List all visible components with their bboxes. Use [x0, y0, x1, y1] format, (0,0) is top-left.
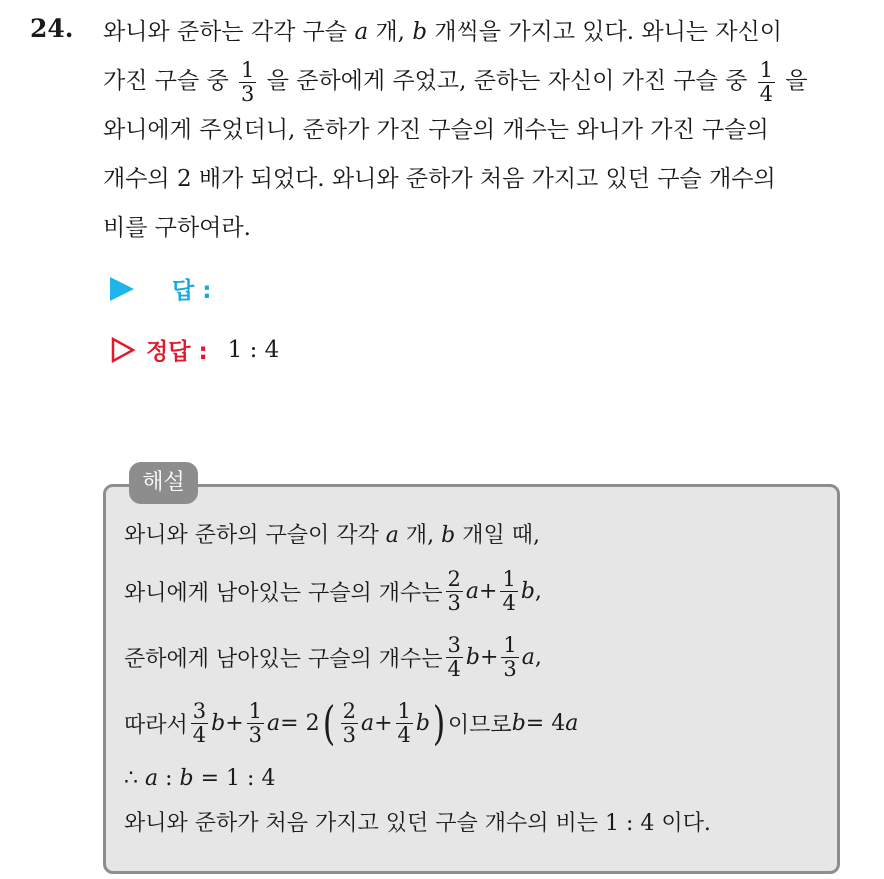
variable: a	[521, 644, 535, 670]
text-segment: 을 준하에게 주었고, 준하는 자신이 가진 구슬 중	[259, 68, 755, 94]
correct-answer-row	[110, 333, 279, 366]
variable: a	[360, 710, 375, 736]
text-segment: :	[158, 766, 180, 791]
denominator: 3	[248, 722, 263, 747]
question-line-4: 개수의 2 배가 되었다. 와니와 준하가 처음 가지고 있던 구슬 개수의	[103, 166, 776, 192]
therefore-symbol: ∴	[124, 766, 145, 791]
fraction-one-quarter	[758, 59, 775, 104]
numerator: 3	[447, 633, 461, 658]
text-segment: 와니에게 남아있는 구슬의 개수는	[124, 580, 443, 606]
question-number: 24.	[30, 14, 74, 43]
left-paren: (	[322, 696, 335, 750]
explanation-line-2	[124, 558, 824, 624]
numerator: 1	[502, 567, 516, 592]
operator: +	[479, 578, 498, 604]
numerator: 1	[397, 699, 411, 724]
variable-b: b	[412, 19, 428, 45]
text-segment: 와니와 준하의 구슬이 각각	[124, 523, 386, 548]
variable: a	[145, 766, 159, 791]
variable: a	[267, 710, 281, 736]
operator: +	[479, 644, 499, 670]
answer-label: 답 :	[172, 278, 212, 304]
answer-row	[110, 272, 211, 305]
explanation-line-5	[124, 756, 824, 801]
variable: b	[520, 578, 535, 604]
text-segment: 와니와 준하는 각각 구슬	[103, 19, 355, 45]
numerator: 1	[503, 633, 517, 658]
text-segment: 따라서	[124, 712, 188, 738]
denominator: 4	[397, 722, 411, 747]
text-segment: 을	[778, 68, 808, 94]
explanation-line-3	[124, 624, 824, 690]
fraction-one-third	[239, 59, 256, 104]
fraction	[446, 568, 463, 613]
fraction	[501, 634, 518, 679]
variable: b	[465, 644, 480, 670]
variable: b	[511, 710, 526, 736]
fraction	[191, 700, 208, 745]
denominator: 4	[447, 656, 461, 681]
denominator: 3	[241, 81, 255, 106]
text-segment: = 2	[280, 710, 320, 736]
variable-a: a	[354, 19, 369, 45]
fraction	[446, 634, 463, 679]
variable-b: b	[441, 523, 456, 548]
operator: +	[374, 710, 393, 736]
denominator: 3	[342, 722, 356, 747]
variable-a: a	[385, 523, 399, 548]
text-segment: 개,	[368, 19, 413, 45]
correct-answer-value: 1 : 4	[227, 336, 280, 363]
explanation-line-4	[124, 690, 824, 756]
fraction	[341, 700, 358, 745]
numerator: 1	[241, 58, 255, 83]
question-line-1	[103, 8, 873, 57]
variable: a	[565, 710, 579, 736]
denominator: 4	[502, 590, 516, 615]
text-segment: ,	[534, 644, 542, 670]
text-segment: = 4	[525, 710, 566, 736]
numerator: 2	[447, 567, 461, 592]
variable: b	[211, 710, 226, 736]
operator: +	[225, 710, 244, 736]
text-segment: 개일 때,	[455, 523, 540, 548]
question-line-2	[103, 57, 873, 106]
text-segment: 개씩을 가지고 있다. 와니는 자신이	[427, 19, 782, 45]
numerator: 1	[759, 58, 774, 83]
fraction	[247, 700, 264, 745]
play-arrow-icon	[110, 277, 134, 301]
right-paren: )	[432, 696, 446, 750]
text-segment: ,	[534, 578, 542, 604]
correct-answer-label: 정답 :	[146, 339, 208, 365]
explanation-content	[124, 513, 824, 846]
question-text	[103, 8, 873, 253]
text-segment: 가진 구슬 중	[103, 68, 237, 94]
variable: a	[465, 578, 480, 604]
variable: b	[415, 710, 430, 736]
explanation-tab: 해설	[129, 462, 198, 504]
denominator: 4	[192, 722, 207, 747]
denominator: 4	[759, 81, 774, 106]
explanation-line-1	[124, 513, 824, 558]
denominator: 3	[447, 590, 461, 615]
numerator: 2	[342, 699, 356, 724]
numerator: 3	[192, 699, 207, 724]
explanation-line-6: 와니와 준하가 처음 가지고 있던 구슬 개수의 비는 1 : 4 이다.	[124, 811, 711, 836]
fraction	[396, 700, 413, 745]
text-segment: 준하에게 남아있는 구슬의 개수는	[124, 646, 443, 672]
text-segment: 개,	[398, 523, 442, 548]
text-segment: = 1 : 4	[193, 766, 276, 791]
denominator: 3	[503, 656, 517, 681]
variable: b	[179, 766, 194, 791]
question-line-5: 비를 구하여라.	[103, 215, 251, 241]
numerator: 1	[248, 699, 263, 724]
outline-arrow-icon	[110, 337, 136, 363]
fraction	[500, 568, 517, 613]
text-segment: 이므로	[447, 712, 512, 738]
question-line-3: 와니에게 주었더니, 준하가 가진 구슬의 개수는 와니가 가진 구슬의	[103, 117, 769, 143]
